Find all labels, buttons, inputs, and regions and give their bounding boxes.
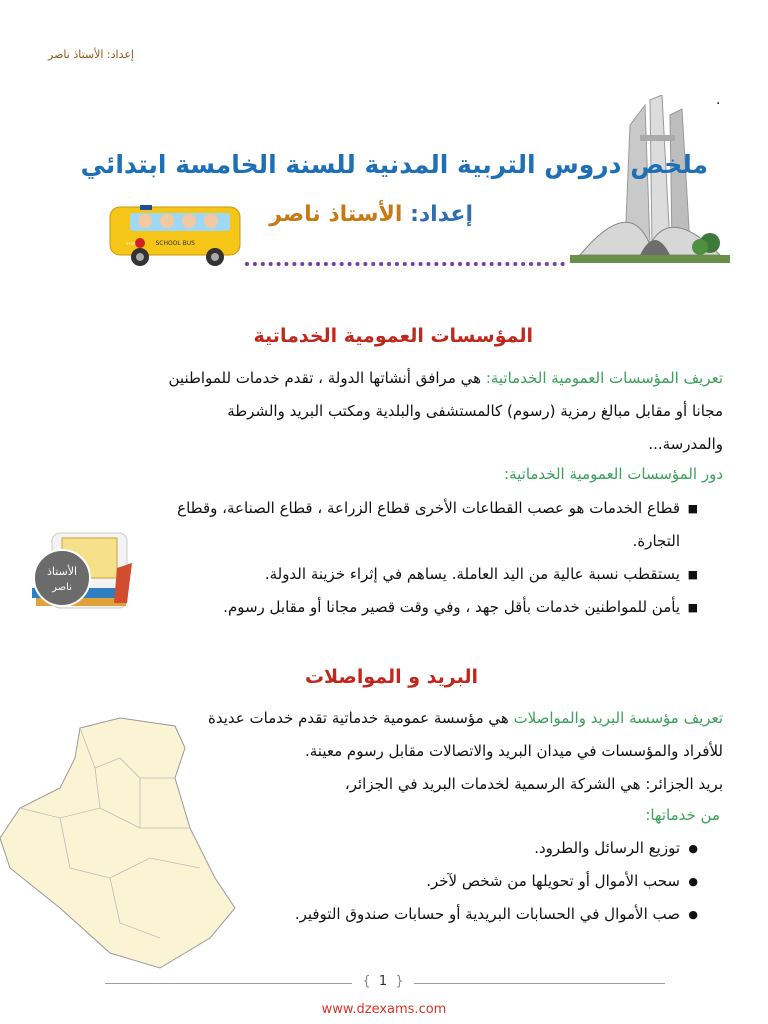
title-divider: [245, 262, 565, 266]
list-item: ■ قطاع الخدمات هو عصب القطاعات الأخرى قطاع الزراعة ، قطاع الصناعة، وقطاع: [177, 499, 698, 517]
stamp-line2: ناصر: [52, 582, 72, 593]
school-bus-illustration: [105, 195, 245, 270]
author-name: الأستاذ ناصر: [269, 202, 403, 227]
section1-role-label: دور المؤسسات العمومية الخدماتية:: [504, 465, 723, 483]
page-title: ملخص دروس التربية المدنية للسنة الخامسة ابتدائي: [80, 150, 708, 179]
section2-def-label: تعريف مؤسسة البريد والمواصلات: [513, 709, 723, 727]
section1-definition: [43, 362, 723, 461]
section2-def-line2: للأفراد والمؤسسات في ميدان البريد والاتصالات مقابل رسوم معينة.: [305, 742, 723, 760]
section1-def-label: تعريف المؤسسات العمومية الخدماتية:: [485, 369, 723, 387]
teacher-stamp-illustration: [22, 528, 142, 618]
section2-title: البريد و المواصلات: [304, 666, 478, 688]
page-number: { 1 }: [352, 970, 414, 994]
list-item: ● صب الأموال في الحسابات البريدية أو حسابات صندوق التوفير.: [294, 905, 698, 923]
section2-definition: [43, 702, 723, 801]
section2-services-label: من خدماتها:: [645, 806, 720, 824]
header-credit: إعداد: الأستاذ ناصر: [48, 48, 134, 61]
list-item: ■ يستقطب نسبة عالية من اليد العاملة. يساهم في إثراء خزينة الدولة.: [264, 565, 698, 583]
author-label: إعداد:: [410, 202, 473, 227]
section1-bullet-list: [78, 492, 698, 624]
stray-dot: .: [716, 92, 721, 108]
bus-stop-sign: STOP: [126, 242, 136, 246]
list-item: ● توزيع الرسائل والطرود.: [534, 839, 698, 857]
monument-illustration: [570, 95, 730, 265]
footer-url-link[interactable]: www.dzexams.com: [321, 1002, 447, 1017]
section1-def-line2: مجانا أو مقابل مبالغ رمزية (رسوم) كالمستشفى والبلدية ومكتب البريد والشرطة: [227, 402, 723, 420]
section2-def-line3: بريد الجزائر: هي الشركة الرسمية لخدمات البريد في الجزائر،: [344, 775, 723, 793]
section1-def-line1: تعريف المؤسسات العمومية الخدماتية: هي مرافق أنشاتها الدولة ، تقدم خدمات للمواطنين: [168, 369, 723, 387]
section1-def-line3: والمدرسة...: [648, 435, 723, 453]
section2-bullet-list: [78, 832, 698, 931]
list-item: التجارة.: [632, 532, 680, 550]
list-item: ■ يأمن للمواطنين خدمات بأقل جهد ، وفي وقت قصير مجانا أو مقابل رسوم.: [223, 598, 698, 616]
section1-title: المؤسسات العمومية الخدماتية: [253, 325, 533, 347]
author-line: [269, 202, 473, 227]
bus-sign: SCHOOL BUS: [155, 240, 195, 247]
list-item: ● سحب الأموال أو تحويلها من شخص لآخر.: [426, 872, 698, 890]
section2-def-line1: تعريف مؤسسة البريد والمواصلات هي مؤسسة عمومية خدماتية تقدم خدمات عديدة: [208, 709, 723, 727]
stamp-line1: الأستاذ: [46, 565, 78, 578]
